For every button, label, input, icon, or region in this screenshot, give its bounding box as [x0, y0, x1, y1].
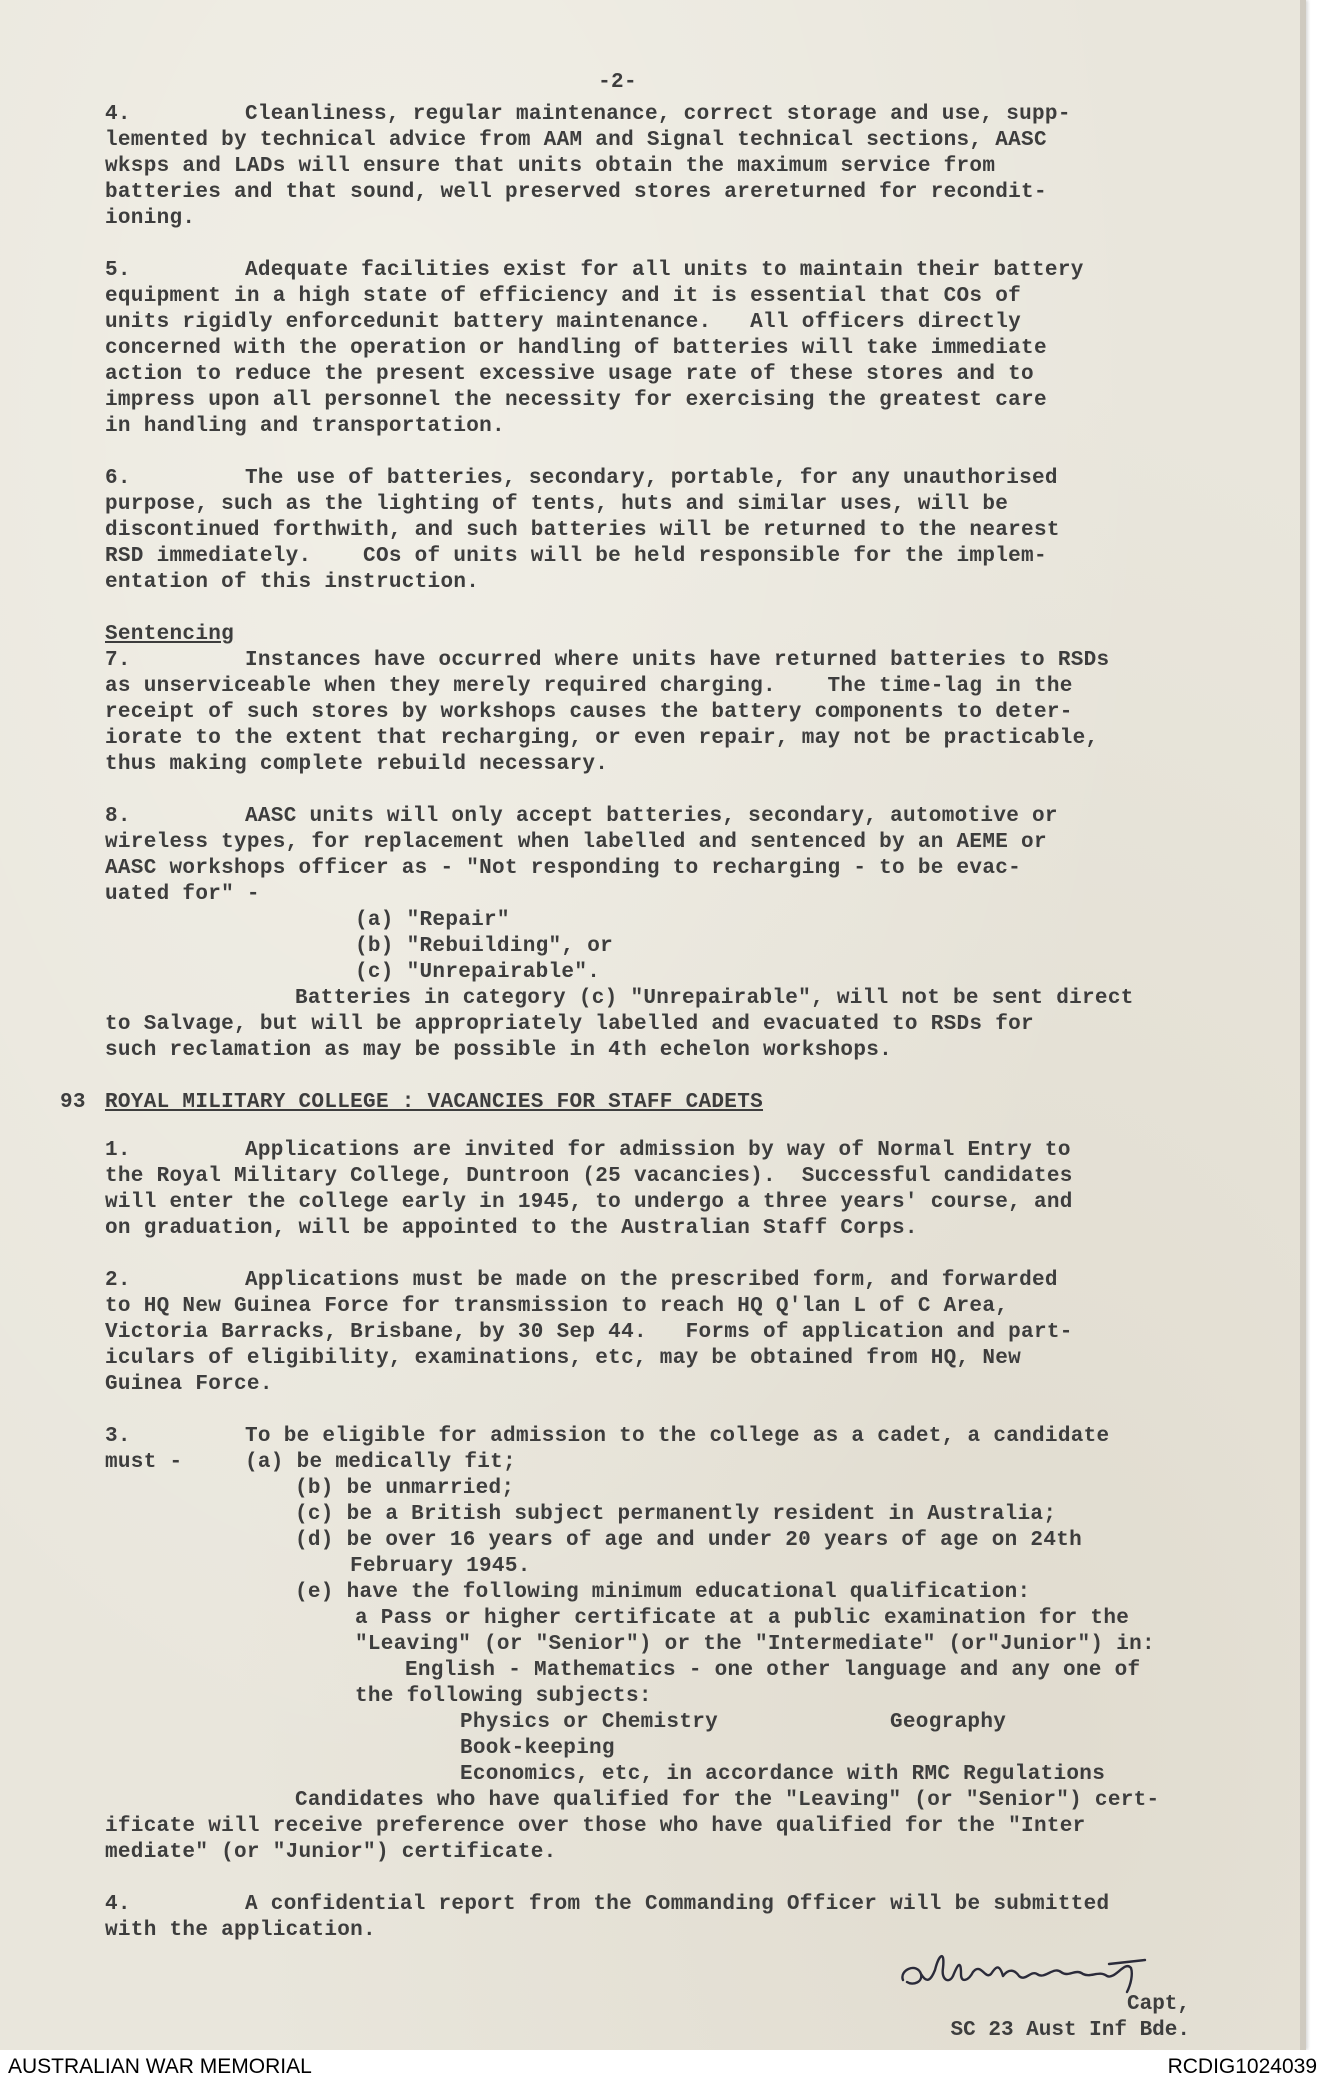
paragraph-7	[105, 622, 1280, 778]
archive-footer	[0, 2050, 1329, 2082]
paragraph-line: A confidential report from the Commanding Officer will be submitted	[245, 1893, 1110, 1916]
paragraph-line: ioning.	[105, 207, 196, 230]
section-93-heading	[60, 1090, 1280, 1116]
paragraph-line: Instances have occurred where units have returned batteries to RSDs	[245, 649, 1110, 672]
paragraph-number: 3.	[105, 1425, 131, 1448]
paragraph-line: Adequate facilities exist for all units to maintain their battery	[245, 259, 1084, 282]
subject-physics: Physics or Chemistry	[460, 1711, 719, 1734]
paragraph-line: ificate will receive preference over those who have qualified for the "Inter	[105, 1815, 1086, 1838]
paragraph-line: Cleanliness, regular maintenance, correct storage and use, supp-	[245, 103, 1071, 126]
section-93-paragraph-3	[105, 1424, 1280, 1866]
paragraph-line: discontinued forthwith, and such batteries will be returned to the nearest	[105, 519, 1060, 542]
paragraph-line: Candidates who have qualified for the "Leaving" (or "Senior") cert-	[295, 1789, 1160, 1812]
paragraph-number: 4.	[105, 1893, 131, 1916]
qualification-line: "Leaving" (or "Senior") or the "Intermediate" (or"Junior") in:	[355, 1633, 1155, 1656]
eligibility-item: (a) be medically fit;	[245, 1451, 516, 1474]
handwritten-signature	[895, 1940, 1225, 2000]
paragraph-line: iorate to the extent that recharging, or even repair, may not be practicable,	[105, 727, 1099, 750]
eligibility-item: (d) be over 16 years of age and under 20 years of age on 24th	[295, 1529, 1083, 1552]
section-title: ROYAL MILITARY COLLEGE : VACANCIES FOR STAFF CADETS	[105, 1091, 764, 1114]
subject-economics: Economics, etc, in accordance with RMC Regulations	[460, 1763, 1106, 1786]
eligibility-item: (c) be a British subject permanently resident in Australia;	[295, 1503, 1057, 1526]
eligibility-item: (e) have the following minimum educational qualification:	[295, 1581, 1031, 1604]
paragraph-4	[105, 102, 1280, 232]
paragraph-line: batteries and that sound, well preserved stores arereturned for recondit-	[105, 181, 1047, 204]
paragraph-line: concerned with the operation or handling of batteries will take immediate	[105, 337, 1047, 360]
paragraph-line: in handling and transportation.	[105, 415, 505, 438]
footer-archive-name: AUSTRALIAN WAR MEMORIAL	[8, 2055, 312, 2078]
subject-geography: Geography	[890, 1711, 1007, 1734]
paragraph-line: The use of batteries, secondary, portable, for any unauthorised	[245, 467, 1058, 490]
eligibility-item-continued: February 1945.	[350, 1555, 531, 1578]
must-label: must -	[105, 1451, 183, 1474]
paragraph-number: 7.	[105, 649, 131, 672]
paragraph-number: 6.	[105, 467, 131, 490]
paragraph-number: 2.	[105, 1269, 131, 1292]
section-93-paragraph-2	[105, 1268, 1280, 1398]
paragraph-line: iculars of eligibility, examinations, etc, may be obtained from HQ, New	[105, 1347, 1022, 1370]
paragraph-line: units rigidly enforcedunit battery maintenance. All officers directly	[105, 311, 1022, 334]
signatory-unit: SC 23 Aust Inf Bde.	[950, 2019, 1190, 2042]
paragraph-line: the Royal Military College, Duntroon (25 vacancies). Successful candidates	[105, 1165, 1073, 1188]
paragraph-number: 5.	[105, 259, 131, 282]
paragraph-line: mediate" (or "Junior") certificate.	[105, 1841, 557, 1864]
paragraph-line: receipt of such stores by workshops causes the battery components to deter-	[105, 701, 1073, 724]
qualification-line: a Pass or higher certificate at a public examination for the	[355, 1607, 1130, 1630]
paragraph-number: 8.	[105, 805, 131, 828]
category-option: (a) "Repair"	[355, 909, 510, 932]
paragraph-line: uated for" -	[105, 883, 260, 906]
paragraph-line: AASC units will only accept batteries, secondary, automotive or	[245, 805, 1058, 828]
paragraph-8	[105, 804, 1280, 1064]
section-heading-sentencing: Sentencing	[105, 623, 235, 646]
footer-record-id: RCDIG1024039	[1167, 2055, 1317, 2078]
paragraph-line: equipment in a high state of efficiency and it is essential that COs of	[105, 285, 1022, 308]
paragraph-line: to Salvage, but will be appropriately labelled and evacuated to RSDs for	[105, 1013, 1034, 1036]
paragraph-line: such reclamation as may be possible in 4th echelon workshops.	[105, 1039, 893, 1062]
paragraph-line: Victoria Barracks, Brisbane, by 30 Sep 44. Forms of application and part-	[105, 1321, 1073, 1344]
subjects-list	[105, 1710, 1280, 1736]
paragraph-line: on graduation, will be appointed to the Australian Staff Corps.	[105, 1217, 918, 1240]
paragraph-line: Batteries in category (c) "Unrepairable", will not be sent direct	[295, 987, 1134, 1010]
paragraph-number: 4.	[105, 103, 131, 126]
section-93-paragraph-4	[105, 1892, 1280, 1944]
qualification-line: the following subjects:	[355, 1685, 652, 1708]
signature-block	[951, 1992, 1190, 2044]
paragraph-line: impress upon all personnel the necessity for exercising the greatest care	[105, 389, 1047, 412]
paragraph-line: will enter the college early in 1945, to undergo a three years' course, and	[105, 1191, 1073, 1214]
paragraph-6	[105, 466, 1280, 596]
paragraph-line: to HQ New Guinea Force for transmission to reach HQ Q'lan L of C Area,	[105, 1295, 1009, 1318]
eligibility-item: (b) be unmarried;	[295, 1477, 515, 1500]
paragraph-5	[105, 258, 1280, 440]
qualification-line: English - Mathematics - one other language and any one of	[405, 1659, 1141, 1682]
paragraph-line: Applications are invited for admission by way of Normal Entry to	[245, 1139, 1071, 1162]
paragraph-number: 1.	[105, 1139, 131, 1162]
paragraph-line: Guinea Force.	[105, 1373, 273, 1396]
paragraph-line: lemented by technical advice from AAM and Signal technical sections, AASC	[105, 129, 1047, 152]
paragraph-line: action to reduce the present excessive usage rate of these stores and to	[105, 363, 1034, 386]
paragraph-line: entation of this instruction.	[105, 571, 480, 594]
paragraph-line: thus making complete rebuild necessary.	[105, 753, 609, 776]
paragraph-line: AASC workshops officer as - "Not responding to recharging - to be evac-	[105, 857, 1022, 880]
paragraph-line: as unserviceable when they merely required charging. The time-lag in the	[105, 675, 1073, 698]
section-93-paragraph-1	[105, 1138, 1280, 1242]
paragraph-line: purpose, such as the lighting of tents, huts and similar uses, will be	[105, 493, 1009, 516]
page-number: -2-	[598, 71, 637, 94]
subject-bookkeeping: Book-keeping	[460, 1737, 615, 1760]
paragraph-line: To be eligible for admission to the college as a cadet, a candidate	[245, 1425, 1110, 1448]
paragraph-line: wireless types, for replacement when labelled and sentenced by an AEME or	[105, 831, 1047, 854]
category-option: (c) "Unrepairable".	[355, 961, 601, 984]
signatory-rank: Capt,	[1126, 1993, 1190, 2016]
paragraph-line: RSD immediately. COs of units will be held responsible for the implem-	[105, 545, 1047, 568]
paragraph-line: Applications must be made on the prescribed form, and forwarded	[245, 1269, 1058, 1292]
paragraph-line: wksps and LADs will ensure that units obtain the maximum service from	[105, 155, 996, 178]
category-option: (b) "Rebuilding", or	[355, 935, 614, 958]
paragraph-line: with the application.	[105, 1919, 376, 1942]
section-number: 93	[60, 1091, 86, 1114]
document-body	[60, 70, 1280, 1970]
